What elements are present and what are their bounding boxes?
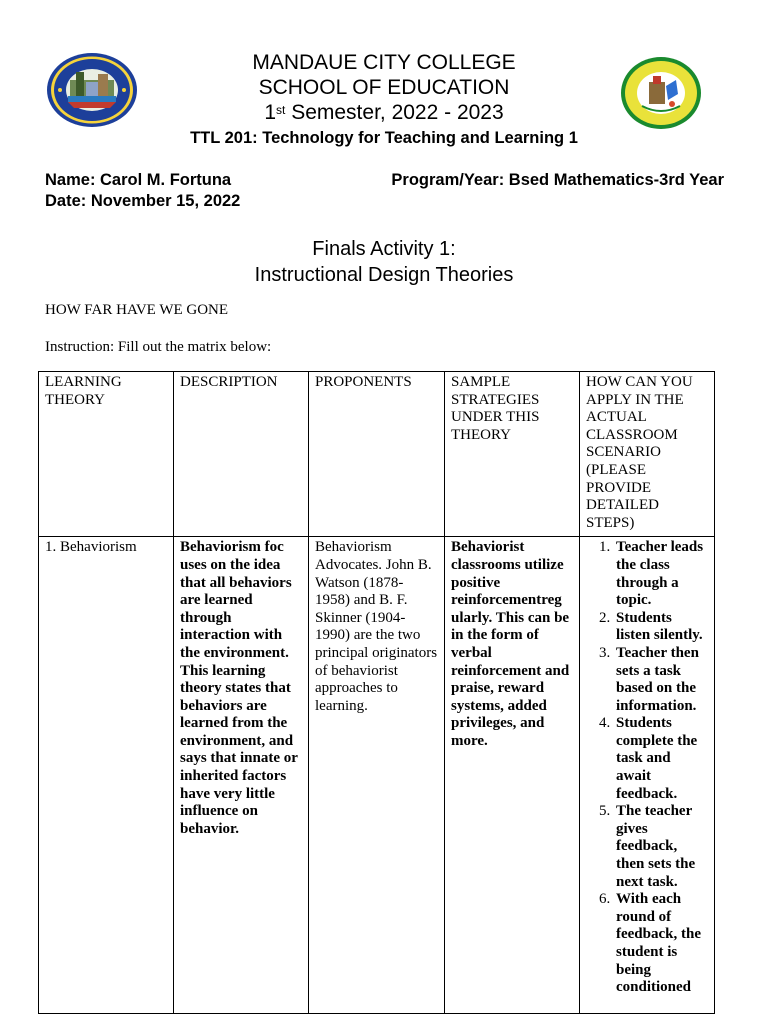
- activity-title: Finals Activity 1:: [312, 238, 456, 260]
- step-item: 1. Teacher leads the class through a topic.: [614, 539, 708, 609]
- step-item: 4. Students complete the task and await feedback.: [614, 715, 708, 803]
- application-steps-list: [586, 539, 708, 996]
- step-item: 6. With each round of feedback, the student is being conditioned: [614, 891, 708, 997]
- instruction-text: Instruction: Fill out the matrix below:: [45, 339, 272, 355]
- student-name: Name: Carol M. Fortuna: [45, 171, 232, 189]
- activity-subtitle: Instructional Design Theories: [254, 264, 514, 286]
- step-item: 5. The teacher gives feedback, then sets the next task.: [614, 803, 708, 891]
- school-name: SCHOOL OF EDUCATION: [258, 76, 510, 99]
- semester-years: Semester, 2022 - 2023: [285, 101, 504, 124]
- section-heading: HOW FAR HAVE WE GONE: [45, 302, 229, 318]
- header-learning-theory: LEARNING THEORY: [39, 372, 174, 537]
- student-info: [45, 170, 724, 212]
- document-header: [0, 50, 768, 149]
- program-year: Program/Year: Bsed Mathematics-3rd Year: [391, 171, 724, 189]
- step-item: 3. Teacher then sets a task based on the information.: [614, 645, 708, 715]
- cell-proponents: Behaviorism Advocates. John B. Watson (1878-1958) and B. F. Skinner (1904-1990) are the two principal originators of behaviorist approaches to learning.: [309, 537, 445, 1014]
- table-row: [39, 537, 715, 1014]
- cell-steps: [580, 537, 715, 1014]
- semester-number: 1: [264, 101, 277, 124]
- step-item: 2. Students listen silently.: [614, 610, 708, 645]
- semester-suffix: st: [276, 103, 286, 117]
- course-title: TTL 201: Technology for Teaching and Learning 1: [190, 129, 578, 147]
- semester-line: [0, 100, 768, 125]
- theory-matrix-table: [38, 371, 715, 1014]
- header-proponents: PROPONENTS: [309, 372, 445, 537]
- cell-strategies: Behaviorist classrooms utilize positive reinforcementreg ularly. This can be in the form of verbal reinforcement and praise, reward systems, added privileges, and more.: [445, 537, 580, 1014]
- college-name: MANDAUE CITY COLLEGE: [252, 51, 516, 74]
- activity-heading: [0, 236, 768, 288]
- table-header-row: [39, 372, 715, 537]
- header-description: DESCRIPTION: [174, 372, 309, 537]
- header-sample-strategies: SAMPLE STRATEGIES UNDER THIS THEORY: [445, 372, 580, 537]
- header-classroom-application: HOW CAN YOU APPLY IN THE ACTUAL CLASSROOM SCENARIO (PLEASE PROVIDE DETAILED STEPS): [580, 372, 715, 537]
- submission-date: Date: November 15, 2022: [45, 192, 241, 210]
- cell-description: Behaviorism foc uses on the idea that all behaviors are learned through interaction with the environment. This learning theory states that behaviors are learned from the environment, and says that innate or inherited factors have very little influence on behavior.: [174, 537, 309, 1014]
- cell-theory: 1. Behaviorism: [39, 537, 174, 1014]
